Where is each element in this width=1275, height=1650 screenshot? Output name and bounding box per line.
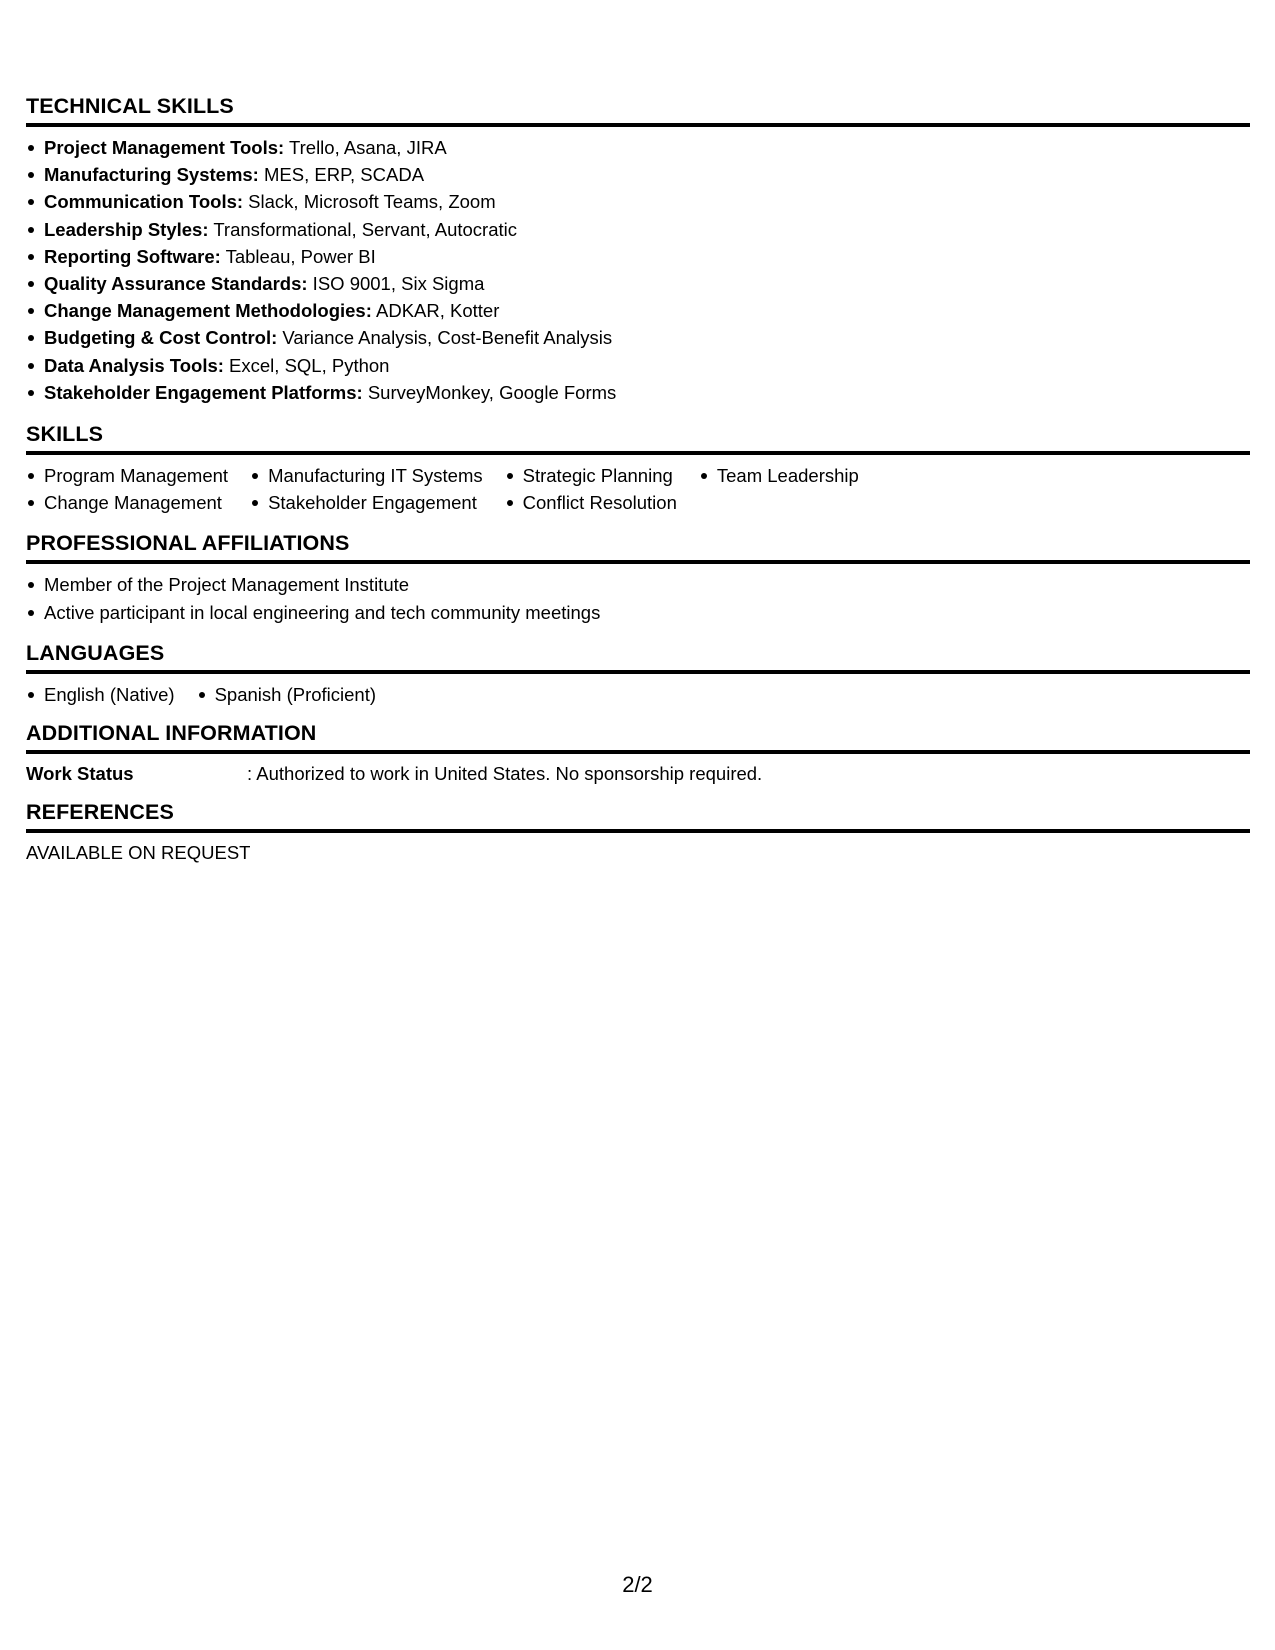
bullet-icon <box>28 281 34 287</box>
list-item <box>26 216 1250 243</box>
resume-page <box>26 93 1250 878</box>
skill-label: Strategic Planning <box>522 465 673 487</box>
skill-label: Change Management <box>44 492 222 514</box>
section-divider <box>26 670 1250 674</box>
languages-list <box>26 681 1250 708</box>
skill-values: Excel, SQL, Python <box>223 354 390 376</box>
skill-values: Variance Analysis, Cost-Benefit Analysis <box>277 327 613 349</box>
list-item <box>26 161 1250 188</box>
page-number: 2/2 <box>622 1572 653 1597</box>
skill-label: Manufacturing IT Systems <box>268 465 483 487</box>
bullet-icon <box>28 473 34 479</box>
languages-heading: LANGUAGES <box>26 640 165 665</box>
list-item <box>26 681 175 708</box>
references-text: AVAILABLE ON REQUEST <box>26 842 251 864</box>
skill-values: Tableau, Power BI <box>220 245 376 267</box>
affiliation-text: Active participant in local engineering and tech community meetings <box>44 601 601 623</box>
skill-values: Trello, Asana, JIRA <box>284 137 447 158</box>
technical-skills-section <box>26 93 1250 406</box>
skills-column <box>699 462 859 516</box>
list-item <box>26 599 1250 626</box>
work-status-label: Work Status <box>26 763 134 785</box>
affiliations-heading: PROFESSIONAL AFFILIATIONS <box>26 531 350 556</box>
skill-category: Budgeting & Cost Control: <box>44 327 278 349</box>
skills-grid <box>26 462 1250 516</box>
bullet-icon <box>28 363 34 369</box>
references-heading: REFERENCES <box>26 800 174 825</box>
skill-category: Leadership Styles: <box>44 218 209 240</box>
skill-category: Change Management Methodologies: <box>44 300 372 322</box>
skills-column <box>26 462 228 516</box>
work-status-value: : Authorized to work in United States. No sponsorship required. <box>247 763 763 785</box>
bullet-icon <box>28 308 34 314</box>
bullet-icon <box>28 500 34 506</box>
list-item <box>26 489 228 516</box>
skill-category: Manufacturing Systems: <box>44 164 259 186</box>
list-item <box>26 243 1250 270</box>
bullet-icon <box>507 473 513 479</box>
skills-heading: SKILLS <box>26 422 104 447</box>
list-item <box>197 681 376 708</box>
skill-category: Quality Assurance Standards: <box>44 273 308 295</box>
skill-values: Transformational, Servant, Autocratic <box>208 218 517 240</box>
list-item <box>26 352 1250 379</box>
list-item <box>26 297 1250 324</box>
bullet-icon <box>28 610 34 616</box>
bullet-icon <box>28 227 34 233</box>
bullet-icon <box>28 582 34 588</box>
bullet-icon <box>28 172 34 178</box>
section-divider <box>26 829 1250 833</box>
languages-section <box>26 640 1250 708</box>
skill-category: Stakeholder Engagement Platforms: <box>44 381 363 403</box>
additional-information-heading: ADDITIONAL INFORMATION <box>26 721 317 746</box>
skills-section <box>26 421 1250 516</box>
language-label: Spanish (Proficient) <box>214 683 377 705</box>
list-item <box>250 462 483 489</box>
skill-values: MES, ERP, SCADA <box>258 164 425 186</box>
technical-skills-heading: TECHNICAL SKILLS <box>26 94 234 118</box>
skill-label: Program Management <box>44 465 229 487</box>
section-divider <box>26 451 1250 455</box>
list-item <box>26 379 1250 406</box>
list-item <box>26 188 1250 215</box>
section-divider <box>26 560 1250 564</box>
list-item <box>26 571 1250 598</box>
skill-values: SurveyMonkey, Google Forms <box>362 381 617 403</box>
skill-values: Slack, Microsoft Teams, Zoom <box>243 191 496 213</box>
language-label: English (Native) <box>44 683 175 705</box>
bullet-icon <box>28 335 34 341</box>
skill-category: Communication Tools: <box>44 191 244 213</box>
bullet-icon <box>28 199 34 205</box>
skill-label: Stakeholder Engagement <box>268 492 477 514</box>
bullet-icon <box>28 390 34 396</box>
skills-column <box>250 462 483 516</box>
bullet-icon <box>28 254 34 260</box>
affiliation-text: Member of the Project Management Institute <box>44 574 410 596</box>
skill-category: Project Management Tools: <box>44 137 285 158</box>
section-divider <box>26 750 1250 754</box>
list-item <box>699 462 859 489</box>
list-item <box>26 134 1250 161</box>
skill-category: Data Analysis Tools: <box>44 354 224 376</box>
bullet-icon <box>28 145 34 151</box>
additional-information-section <box>26 720 1250 787</box>
skill-label: Conflict Resolution <box>522 492 677 514</box>
skill-category: Reporting Software: <box>44 245 221 267</box>
affiliations-section <box>26 530 1250 625</box>
references-section <box>26 799 1250 866</box>
list-item <box>26 462 228 489</box>
list-item <box>505 489 677 516</box>
technical-skills-list <box>26 134 1250 406</box>
skill-values: ADKAR, Kotter <box>371 300 500 322</box>
skill-label: Team Leadership <box>716 465 859 487</box>
bullet-icon <box>507 500 513 506</box>
work-status-row <box>26 761 1250 787</box>
section-divider <box>26 123 1250 127</box>
bullet-icon <box>252 500 258 506</box>
affiliations-list <box>26 571 1250 625</box>
bullet-icon <box>28 692 34 698</box>
list-item <box>250 489 483 516</box>
bullet-icon <box>701 473 707 479</box>
skills-column <box>505 462 677 516</box>
bullet-icon <box>199 692 205 698</box>
skill-values: ISO 9001, Six Sigma <box>307 273 485 295</box>
list-item <box>505 462 677 489</box>
list-item <box>26 270 1250 297</box>
bullet-icon <box>252 473 258 479</box>
list-item <box>26 324 1250 351</box>
